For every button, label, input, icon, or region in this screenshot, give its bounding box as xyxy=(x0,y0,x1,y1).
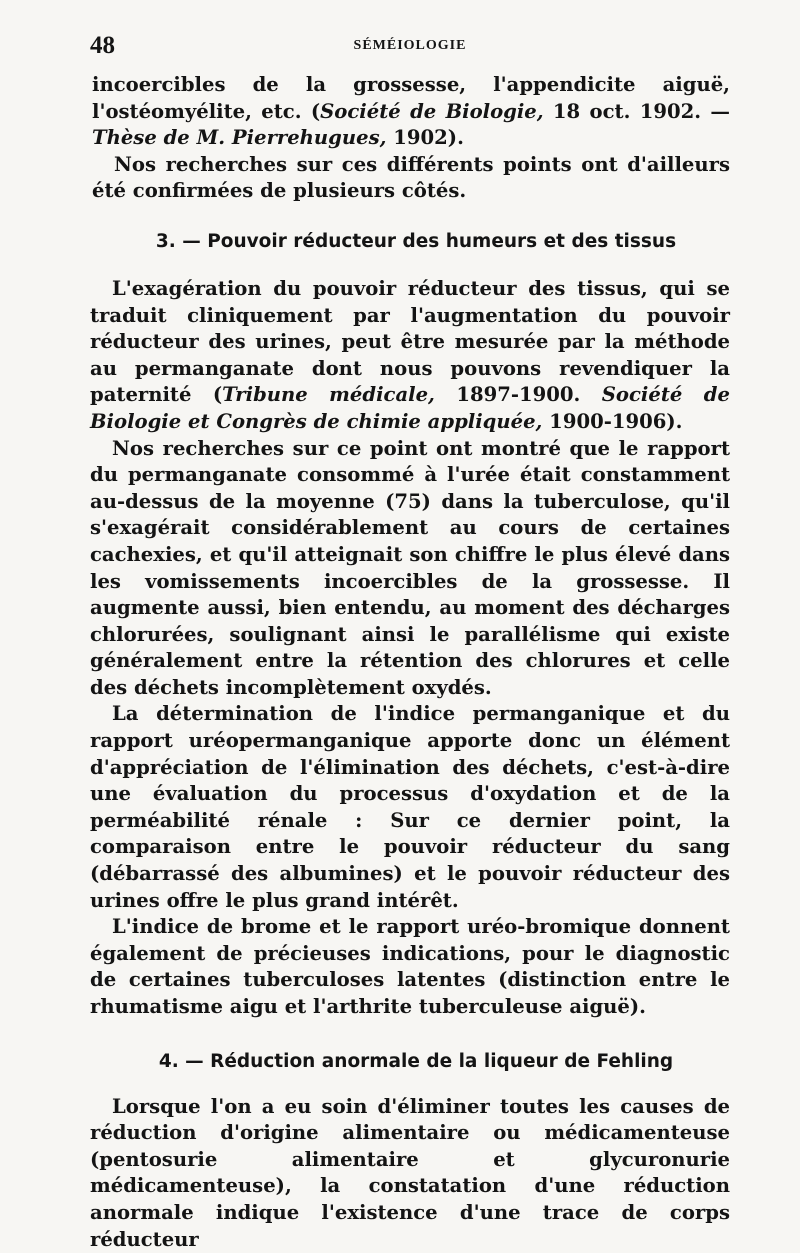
paragraph: L'indice de brome et le rapport uréo-bromique donnent également de précieuses indications, pour le diagnostic de certaines tuberculoses latentes (distinction entre le rhumatisme aigu et l'arthrite tuberculeuse aiguë). xyxy=(90,915,730,1018)
citation-italic: Société de Biologie et Congrès de chimie appliquée, xyxy=(90,383,730,433)
paragraph: Lorsque l'on a eu soin d'éliminer toutes les causes de réduction d'origine alimentaire ou médicamenteuse (pentosurie alimentaire et glycuronurie médicamenteuse), la constatation d'une réduction anormale indique l'existence d'une trace de corps réducteur xyxy=(90,1094,730,1251)
paragraph: L'exagération du pouvoir réducteur des tissus, qui se traduit cliniquement par l'augmentation du pouvoir réducteur des urines, peut être mesurée par la méthode au permanganate dont nous pouvons revendiquer la paternité (Tribune médicale, 1897-1900. Société de Biologie et Congrès de chimie appliquée, 1900-1906). xyxy=(90,276,730,433)
running-title: SÉMÉIOLOGIE xyxy=(353,38,467,53)
paragraph: La détermination de l'indice permanganique et du rapport uréopermanganique apporte donc un élément d'appréciation de l'élimination des déchets, c'est-à-dire une évaluation du processus d'oxydation et de la perméabilité rénale : Sur ce dernier point, la comparaison entre le pouvoir réducteur du sang (débarrassé des albumines) et le pouvoir réducteur des urines offre le plus grand intérêt. xyxy=(90,702,730,912)
page-header xyxy=(90,32,730,62)
citation-italic: Thèse de M. Pierrehugues, xyxy=(92,126,387,150)
citation-italic: Tribune médicale, xyxy=(222,383,435,407)
paragraph: Nos recherches sur ce point ont montré que le rapport du permanganate consommé à l'urée était constamment au-dessus de la moyenne (75) dans la tuberculose, qu'il s'exagérait considérablement au cours de certaines cachexies, et qu'il atteignait son chiffre le plus élevé dans les vomissements incoercibles de la grossesse. Il augmente aussi, bien entendu, au moment des décharges chlorurées, soulignant ainsi le parallélisme qui existe généralement entre la rétention des chlorures et celle des déchets incomplètement oxydés. xyxy=(90,436,730,699)
citation-italic: Société de Biologie, xyxy=(320,99,544,123)
section-heading-4: 4. — Réduction anormale de la liqueur de Fehling xyxy=(158,1050,674,1072)
body-text xyxy=(90,72,731,1253)
section-heading-3: 3. — Pouvoir réducteur des humeurs et des tissus xyxy=(155,230,677,252)
paragraph: Nos recherches sur ces différents points ont d'ailleurs été confirmées de plusieurs côtés. xyxy=(92,152,730,203)
paragraph-continuation: incoercibles de la grossesse, l'appendicite aiguë, l'ostéomyélite, etc. (Société de Biologie, 18 oct. 1902. — Thèse de M. Pierrehugues, 1902). xyxy=(92,73,731,150)
page-number: 48 xyxy=(90,32,115,59)
